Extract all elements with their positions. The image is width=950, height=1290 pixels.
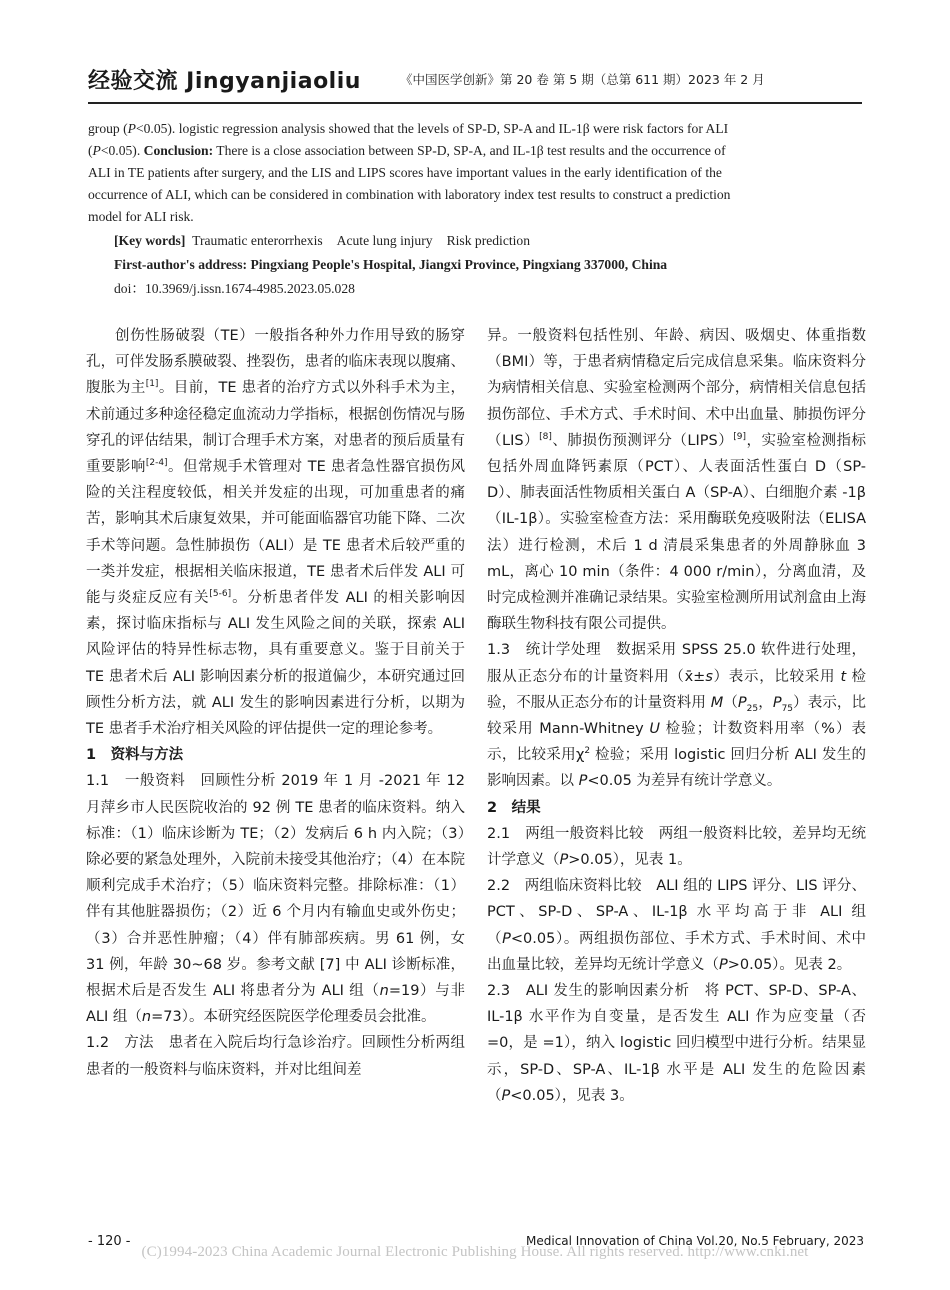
section-2-1: 2.1 两组一般资料比较 两组一般资料比较，差异均无统计学意义（P>0.05），见表 1。	[487, 825, 866, 869]
reference-mark: [1]	[145, 379, 159, 390]
left-column	[86, 323, 465, 1083]
reference-mark: [8]	[539, 431, 552, 442]
section-label: 经验交流 Jingyanjiaoliu	[88, 69, 361, 94]
keyword: Risk prediction	[446, 233, 531, 248]
keywords-label: [Key words]	[114, 233, 186, 248]
section-1-2-continued: 异。一般资料包括性别、年龄、病因、吸烟史、体重指数（BMI）等，于患者病情稳定后完成信息采集。临床资料分为病情相关信息、实验室检测两个部分，病情相关信息包括损伤部位、手术方式、手术时间、术中出血量、肺损伤评分（LIS）[8]、肺损伤预测评分（LIPS）[9]，实验室检测指标包括外周血降钙素原（PCT）、人表面活性蛋白 D（SP-D）、肺表面活性物质相关蛋白 A（SP-A）、白细胞介素 -1β（IL-1β）。实验室检查方法：采用酶联免疫吸附法（ELISA 法）进行检测，术后 1 d 清晨采集患者的外周静脉血 3 mL，离心 10 min（条件：4 000 r/min），分离血清，及时完成检测并准确记录结果。实验室检测所用试剂盒由上海酶联生物科技有限公司提供。	[487, 328, 866, 633]
author-address: First-author's address: Pingxiang People's Hospital, Jiangxi Province, Pingxiang 337000, China	[114, 257, 668, 272]
section-1-3: 1.3 统计学处理 数据采用 SPSS 25.0 软件进行处理，服从正态分布的计量资料用（x̄±s）表示，比较采用 t 检验，不服从正态分布的计量资料用 $M(P_{25}$，$P_{75}$）表示，比较采用 Mann-Whitney U 检验；计数资料用率（%）表示，比较采用$\chi^2$ 检验；采用 logistic 回归分析 ALI 发生的影响因素。以 P<0.05 为差异有统计学意义。	[487, 642, 867, 790]
keyword: Acute lung injury	[336, 233, 433, 248]
section-1-2: 1.2 方法 患者在入院后均行急诊治疗。回顾性分析两组患者的一般资料与临床资料，并对比组间差	[86, 1035, 465, 1078]
keyword: Traumatic enterorrhexis	[192, 233, 323, 248]
page-header	[88, 64, 862, 104]
section-1-1: 1.1 一般资料 回顾性分析 2019 年 1 月 -2021 年 12 月萍乡市人民医院收治的 92 例 TE 患者的临床资料。纳入标准：（1）临床诊断为 TE；（2）发病后 6 h 内入院；（3）除必要的紧急处理外，入院前未接受其他治疗；（4）在本院顺利完成手术治疗；（5）临床资料完整。排除标准：（1）伴有其他脏器损伤；（2）近 6 个月内有输血史或外伤史；（3）合并恶性肿瘤；（4）伴有肺部疾病。男 61 例，女 31 例，年龄 30~68 岁。参考文献 [7] 中 ALI 诊断标准，根据术后是否发生 ALI 将患者分为 ALI 组（n=19）与非 ALI 组（n=73）。本研究经医院医学伦理委员会批准。	[86, 773, 466, 1026]
section-heading-results: 2 结果	[487, 799, 541, 816]
intro-paragraph: 创伤性肠破裂（TE）一般指各种外力作用导致的肠穿孔，可伴发肠系膜破裂、挫裂伤，患者的临床表现以腹痛、腹胀为主[1]。目前，TE 患者的治疗方式以外科手术为主，术前通过多种途径稳定血流动力学指标，根据创伤情况与肠穿孔的评估结果，制订合理手术方案，对患者的预后质量有重要影响[2-4]。但常规手术管理对 TE 患者急性器官损伤风险的关注程度较低，相关并发症的出现，可加重患者的痛苦，影响其术后康复效果，并可能面临器官功能下降、二次手术等问题。急性肺损伤（ALI）是 TE 患者术后较严重的一类并发症，根据相关临床报道，TE 患者术后伴发 ALI 可能与炎症反应有关[5-6]。分析患者伴发 ALI 的相关影响因素，探讨临床指标与 ALI 发生风险之间的关联，探索 ALI 风险评估的特异性标志物，具有重要意义。鉴于目前关于 TE 患者术后 ALI 影响因素分析的报道偏少，本研究通过回顾性分析方法，就 ALI 发生的影响因素进行分析，以期为 TE 患者手术治疗相关风险的评估提供一定的理论参考。	[86, 328, 466, 738]
section-2-3: 2.3 ALI 发生的影响因素分析 将 PCT、SP-D、SP-A、IL-1β 水平作为自变量，是否发生 ALI 作为应变量（否 =0，是 =1），纳入 logistic 回归模型中进行分析。结果显示，SP-D、SP-A、IL-1β 水平是 ALI 发生的危险因素（P<0.05），见表 3。	[487, 983, 866, 1104]
page-number: - 120 -	[88, 1234, 131, 1249]
conclusion-label: Conclusion:	[143, 143, 214, 158]
keywords	[88, 230, 748, 252]
copyright-watermark: (C)1994-2023 China Academic Journal Electronic Publishing House. All rights reserved. http://www.cnki.net	[141, 1244, 809, 1260]
journal-footer: Medical Innovation of China Vol.20, No.5 February, 2023	[526, 1234, 864, 1248]
abstract-results-conclusion: group (P<0.05). logistic regression analysis showed that the levels of SP-D, SP-A and IL-1β were risk factors for ALI (P<0.05). Conclusion: There is a close association between SP-D, SP-A, and IL-1β test results and the occurrence of ALI in TE patients after surgery, and the LIS and LIPS scores have important values in the early identification of the occurrence of ALI, which can be considered in combination with laboratory index test results to construct a prediction model for ALI risk.	[88, 121, 731, 224]
section-2-2: 2.2 两组临床资料比较 ALI 组的 LIPS 评分、LIS 评分、PCT、SP-D、SP-A、IL-1β 水平均高于非 ALI 组（P<0.05）。两组损伤部位、手术方式、手术时间、术中出血量比较，差异均无统计学意义（P>0.05）。见表 2。	[487, 878, 866, 973]
reference-mark: [9]	[733, 431, 746, 442]
journal-citation: 《中国医学创新》第 20 卷 第 5 期（总第 611 期）2023 年 2 月	[400, 72, 765, 87]
english-abstract	[88, 118, 748, 300]
right-column	[487, 323, 866, 1109]
doi: doi：10.3969/j.issn.1674-4985.2023.05.028	[114, 281, 355, 296]
reference-mark: [5-6]	[209, 589, 232, 600]
section-heading-methods: 1 资料与方法	[86, 747, 184, 764]
reference-mark: [2-4]	[145, 458, 168, 469]
